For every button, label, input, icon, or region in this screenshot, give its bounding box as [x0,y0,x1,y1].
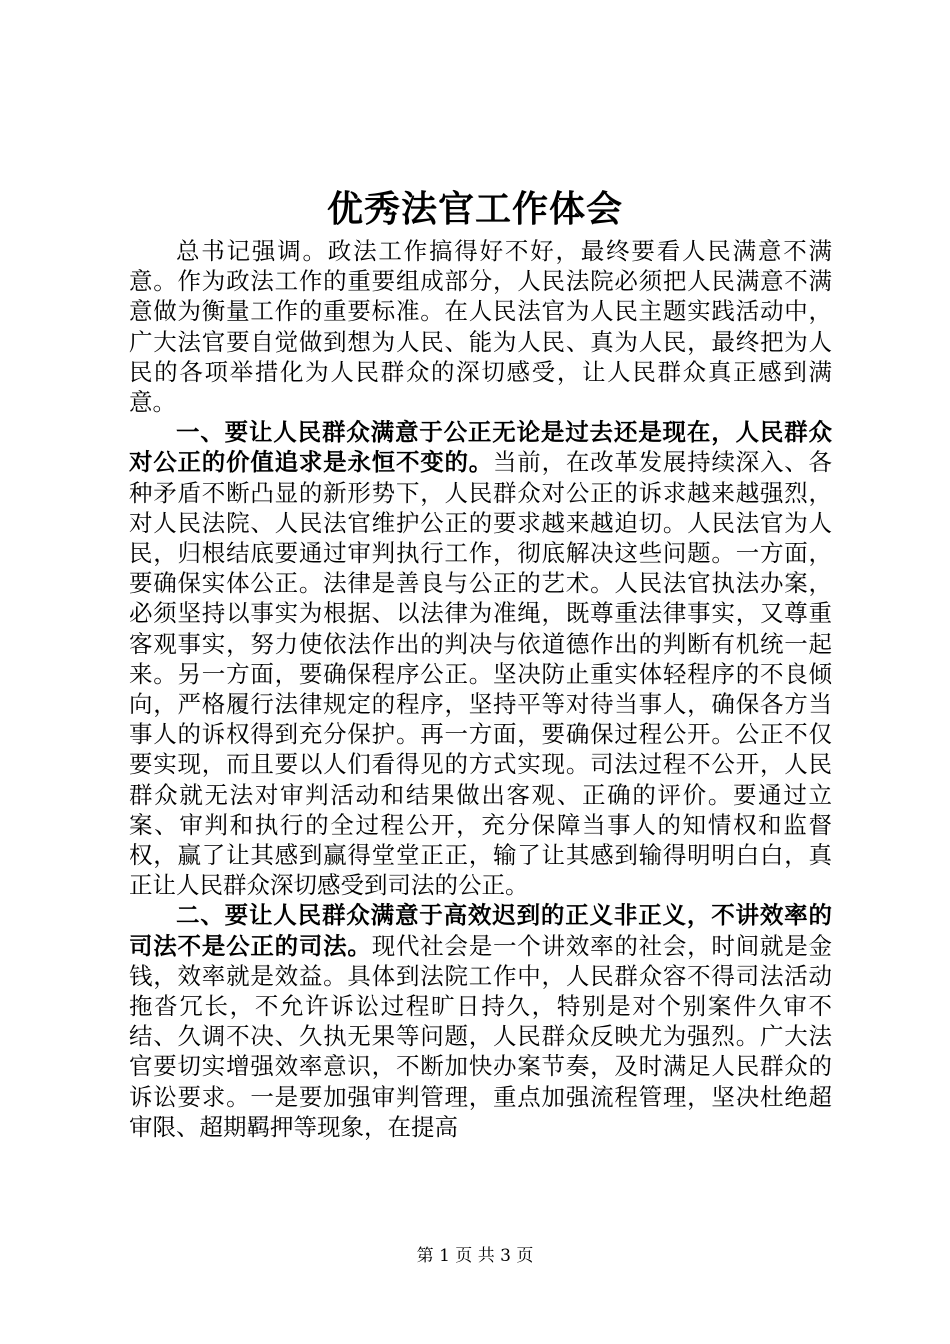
section-2-heading: 二、要让人民群众满意于高效迟到的正义非正义，不讲效率的司法不是公正的司法。 [129,901,832,960]
section-1-text: 当前，在改革发展持续深入、各种矛盾不断凸显的新形势下，人民群众对公正的诉求越来越强烈，对人民法院、人民法官维护公正的要求越来越迫切。人民法官为人民，归根结底要通过审判执行工作，彻底解决这些问题。一方面，要确保实体公正。法律是善良与公正的艺术。人民法官执法办案，必须坚持以事实为根据、以法律为准绳，既尊重法律事实，又尊重客观事实，努力使依法作出的判决与依道德作出的判断有机统一起来。另一方面，要确保程序公正。坚决防止重实体轻程序的不良倾向，严格履行法律规定的程序，坚持平等对待当事人，确保各方当事人的诉权得到充分保护。再一方面，要确保过程公开。公正不仅要实现，而且要以人们看得见的方式实现。司法过程不公开，人民群众就无法对审判活动和结果做出客观、正确的评价。要通过立案、审判和执行的全过程公开，充分保障当事人的知情权和监督权，赢了让其感到赢得堂堂正正，输了让其感到输得明明白白，真正让人民群众深切感受到司法的公正。 [129,448,833,900]
section-1-heading: 一、要让人民群众满意于公正无论是过去还是现在，人民群众对公正的价值追求是永恒不变的。 [129,418,832,477]
paragraph-intro-text: 总书记强调。政法工作搞得好不好，最终要看人民满意不满意。作为政法工作的重要组成部分，人民法院必须把人民满意不满意做为衡量工作的重要标准。在人民法官为人民主题实践活动中，广大法官要自觉做到想为人民、能为人民、真为人民，最终把为人民的各项举措化为人民群众的深切感受，让人民群众真正感到满意。 [129,237,832,417]
paragraph-section-1 [129,417,832,900]
paragraph-section-2 [129,900,832,1142]
document-body [129,236,832,1142]
document-title: 优秀法官工作体会 [326,188,623,230]
page-number-footer: 第 1 页 共 3 页 [416,1246,534,1266]
section-2-text: 现代社会是一个讲效率的社会，时间就是金钱，效率就是效益。具体到法院工作中，人民群众容不得司法活动拖沓冗长，不允许诉讼过程旷日持久，特别是对个别案件久审不结、久调不决、久执无果等问题，人民群众反映尤为强烈。广大法官要切实增强效率意识，不断加快办案节奏，及时满足人民群众的诉讼要求。一是要加强审判管理，重点加强流程管理，坚决杜绝超审限、超期羁押等现象，在提高 [129,931,833,1141]
paragraph-intro [129,236,832,417]
